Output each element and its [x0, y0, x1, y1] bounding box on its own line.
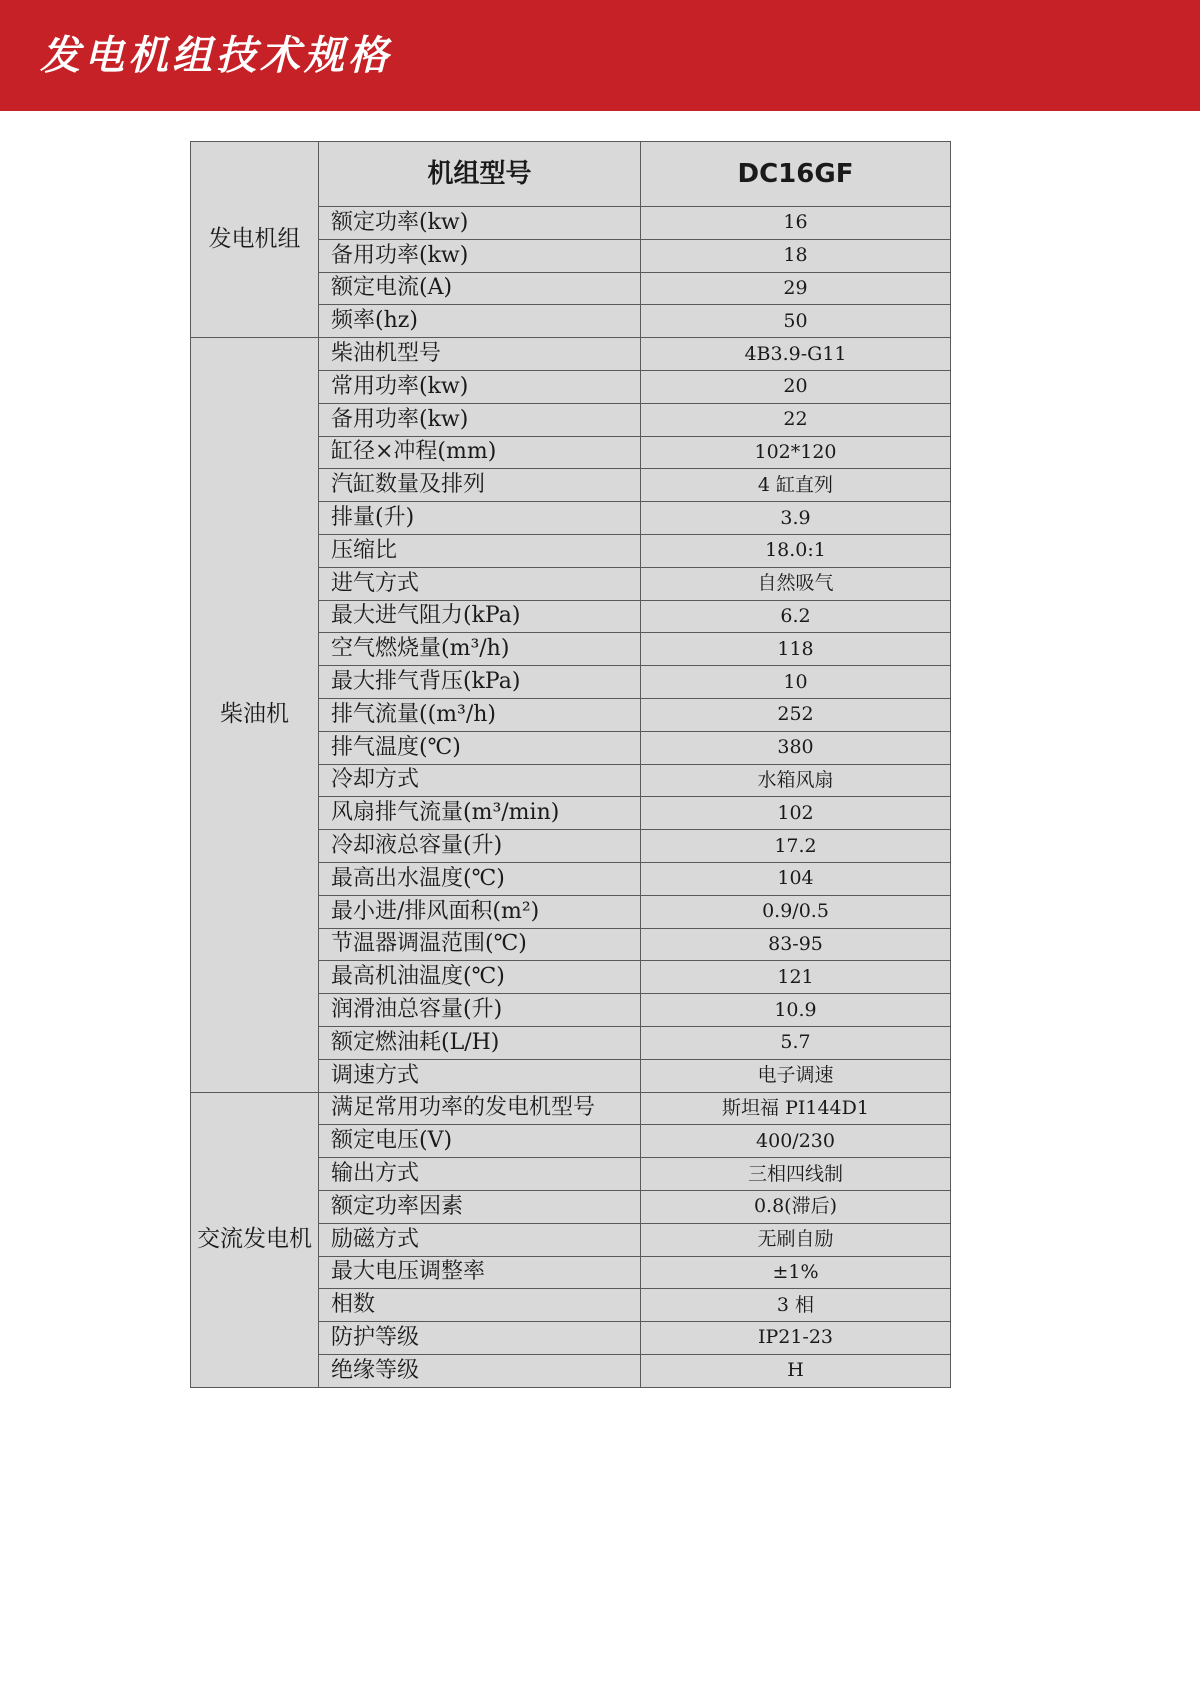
spec-key: 排气温度(℃)	[319, 731, 641, 764]
spec-key: 额定电压(V)	[319, 1125, 641, 1158]
spec-value: 3 相	[641, 1289, 951, 1322]
spec-value: 4 缸直列	[641, 469, 951, 502]
spec-value: 83-95	[641, 928, 951, 961]
table-row	[191, 338, 951, 371]
spec-value: 16	[641, 207, 951, 240]
spec-key: 缸径×冲程(mm)	[319, 436, 641, 469]
spec-key: 额定功率(kw)	[319, 207, 641, 240]
spec-key: 备用功率(kw)	[319, 403, 641, 436]
spec-key: 节温器调温范围(℃)	[319, 928, 641, 961]
spec-value: 6.2	[641, 600, 951, 633]
spec-key: 输出方式	[319, 1158, 641, 1191]
spec-key: 励磁方式	[319, 1223, 641, 1256]
spec-key: 压缩比	[319, 534, 641, 567]
spec-key: 最大进气阻力(kPa)	[319, 600, 641, 633]
spec-value: 18	[641, 239, 951, 272]
spec-value: 无刷自励	[641, 1223, 951, 1256]
spec-table	[190, 141, 951, 1388]
spec-key: 排气流量((m³/h)	[319, 698, 641, 731]
spec-value: 0.9/0.5	[641, 895, 951, 928]
spec-value: 自然吸气	[641, 567, 951, 600]
spec-key: 频率(hz)	[319, 305, 641, 338]
spec-value: 252	[641, 698, 951, 731]
spec-value: 118	[641, 633, 951, 666]
spec-value: 5.7	[641, 1026, 951, 1059]
spec-value: 0.8(滞后)	[641, 1190, 951, 1223]
spec-value: 3.9	[641, 502, 951, 535]
spec-value: 10	[641, 666, 951, 699]
spec-table-body	[191, 142, 951, 1388]
spec-key: 汽缸数量及排列	[319, 469, 641, 502]
spec-key: 最高出水温度(℃)	[319, 862, 641, 895]
spec-key: 冷却液总容量(升)	[319, 830, 641, 863]
spec-value: IP21-23	[641, 1322, 951, 1355]
spec-value: ±1%	[641, 1256, 951, 1289]
spec-key: 相数	[319, 1289, 641, 1322]
group-label: 柴油机	[191, 338, 319, 1092]
spec-value: 400/230	[641, 1125, 951, 1158]
spec-value: 三相四线制	[641, 1158, 951, 1191]
spec-value: 104	[641, 862, 951, 895]
spec-key: 额定电流(A)	[319, 272, 641, 305]
spec-key: 最大电压调整率	[319, 1256, 641, 1289]
spec-value: 50	[641, 305, 951, 338]
spec-key: 排量(升)	[319, 502, 641, 535]
table-header-row	[191, 142, 951, 207]
spec-key: 柴油机型号	[319, 338, 641, 371]
spec-key: 最高机油温度(℃)	[319, 961, 641, 994]
spec-value: 10.9	[641, 994, 951, 1027]
spec-key: 额定功率因素	[319, 1190, 641, 1223]
spec-value: 斯坦福 PI144D1	[641, 1092, 951, 1125]
spec-value: 102*120	[641, 436, 951, 469]
spec-key: 最小进/排风面积(m²)	[319, 895, 641, 928]
spec-value: 17.2	[641, 830, 951, 863]
spec-value: 22	[641, 403, 951, 436]
spec-value: 20	[641, 370, 951, 403]
spec-key: 空气燃烧量(m³/h)	[319, 633, 641, 666]
spec-key: 冷却方式	[319, 764, 641, 797]
spec-value: 29	[641, 272, 951, 305]
spec-key: 绝缘等级	[319, 1354, 641, 1387]
spec-key: 满足常用功率的发电机型号	[319, 1092, 641, 1125]
spec-key: 备用功率(kw)	[319, 239, 641, 272]
spec-value: 380	[641, 731, 951, 764]
table-row	[191, 1092, 951, 1125]
page-title: 发电机组技术规格	[40, 33, 392, 79]
spec-value: 121	[641, 961, 951, 994]
spec-key: 防护等级	[319, 1322, 641, 1355]
spec-value: 102	[641, 797, 951, 830]
spec-value: H	[641, 1354, 951, 1387]
spec-value: 4B3.9-G11	[641, 338, 951, 371]
model-header-value: DC16GF	[641, 142, 951, 207]
group-label: 发电机组	[191, 142, 319, 338]
spec-key: 进气方式	[319, 567, 641, 600]
spec-value: 电子调速	[641, 1059, 951, 1092]
group-label: 交流发电机	[191, 1092, 319, 1387]
spec-key: 风扇排气流量(m³/min)	[319, 797, 641, 830]
spec-value: 水箱风扇	[641, 764, 951, 797]
spec-key: 最大排气背压(kPa)	[319, 666, 641, 699]
spec-key: 常用功率(kw)	[319, 370, 641, 403]
spec-key: 调速方式	[319, 1059, 641, 1092]
spec-key: 额定燃油耗(L/H)	[319, 1026, 641, 1059]
header-band	[0, 0, 1200, 111]
spec-key: 润滑油总容量(升)	[319, 994, 641, 1027]
model-header-label: 机组型号	[319, 142, 641, 207]
spec-value: 18.0:1	[641, 534, 951, 567]
